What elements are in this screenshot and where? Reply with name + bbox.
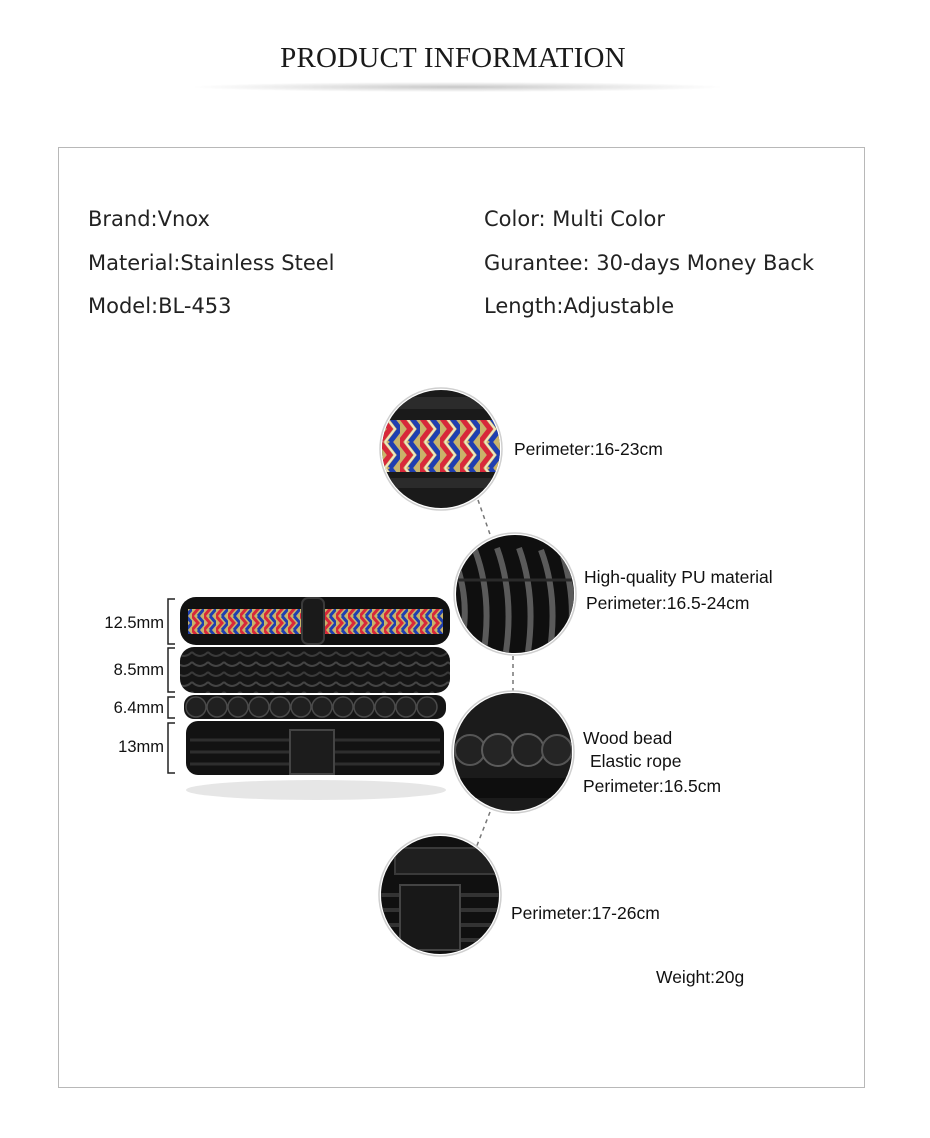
spec-brand: Brand:Vnox [88,207,210,231]
wood-bead-label: Wood bead [583,728,673,748]
dimension-label: 13mm [118,738,164,756]
pu-perimeter: Perimeter:16.5-24cm [586,593,750,613]
braided-perimeter: Perimeter:16-23cm [514,439,663,459]
bracelet-stack [180,597,450,800]
bead-perimeter: Perimeter:16.5cm [583,776,722,796]
spec-material: Material:Stainless Steel [88,251,335,275]
page-title: PRODUCT INFORMATION [280,42,626,74]
elastic-rope-label: Elastic rope [590,751,682,771]
spec-color: Color: Multi Color [484,207,666,231]
spec-length: Length:Adjustable [484,294,675,318]
pu-bracelet-closeup [454,533,576,655]
leather-bracelet-closeup [379,834,505,956]
pu-material-label: High-quality PU material [584,567,773,587]
weight-label: Weight:20g [656,967,745,987]
leather-perimeter: Perimeter:17-26cm [511,903,660,923]
wood-bead-bracelet-closeup [452,691,574,813]
spec-guarantee: Gurantee: 30-days Money Back [484,251,815,275]
dimension-label: 6.4mm [113,699,164,717]
dimension-brackets [168,599,175,773]
dimension-label: 8.5mm [113,661,164,679]
braided-bracelet-closeup [380,388,502,510]
spec-model: Model:BL-453 [88,294,232,318]
dimension-label: 12.5mm [104,614,164,632]
